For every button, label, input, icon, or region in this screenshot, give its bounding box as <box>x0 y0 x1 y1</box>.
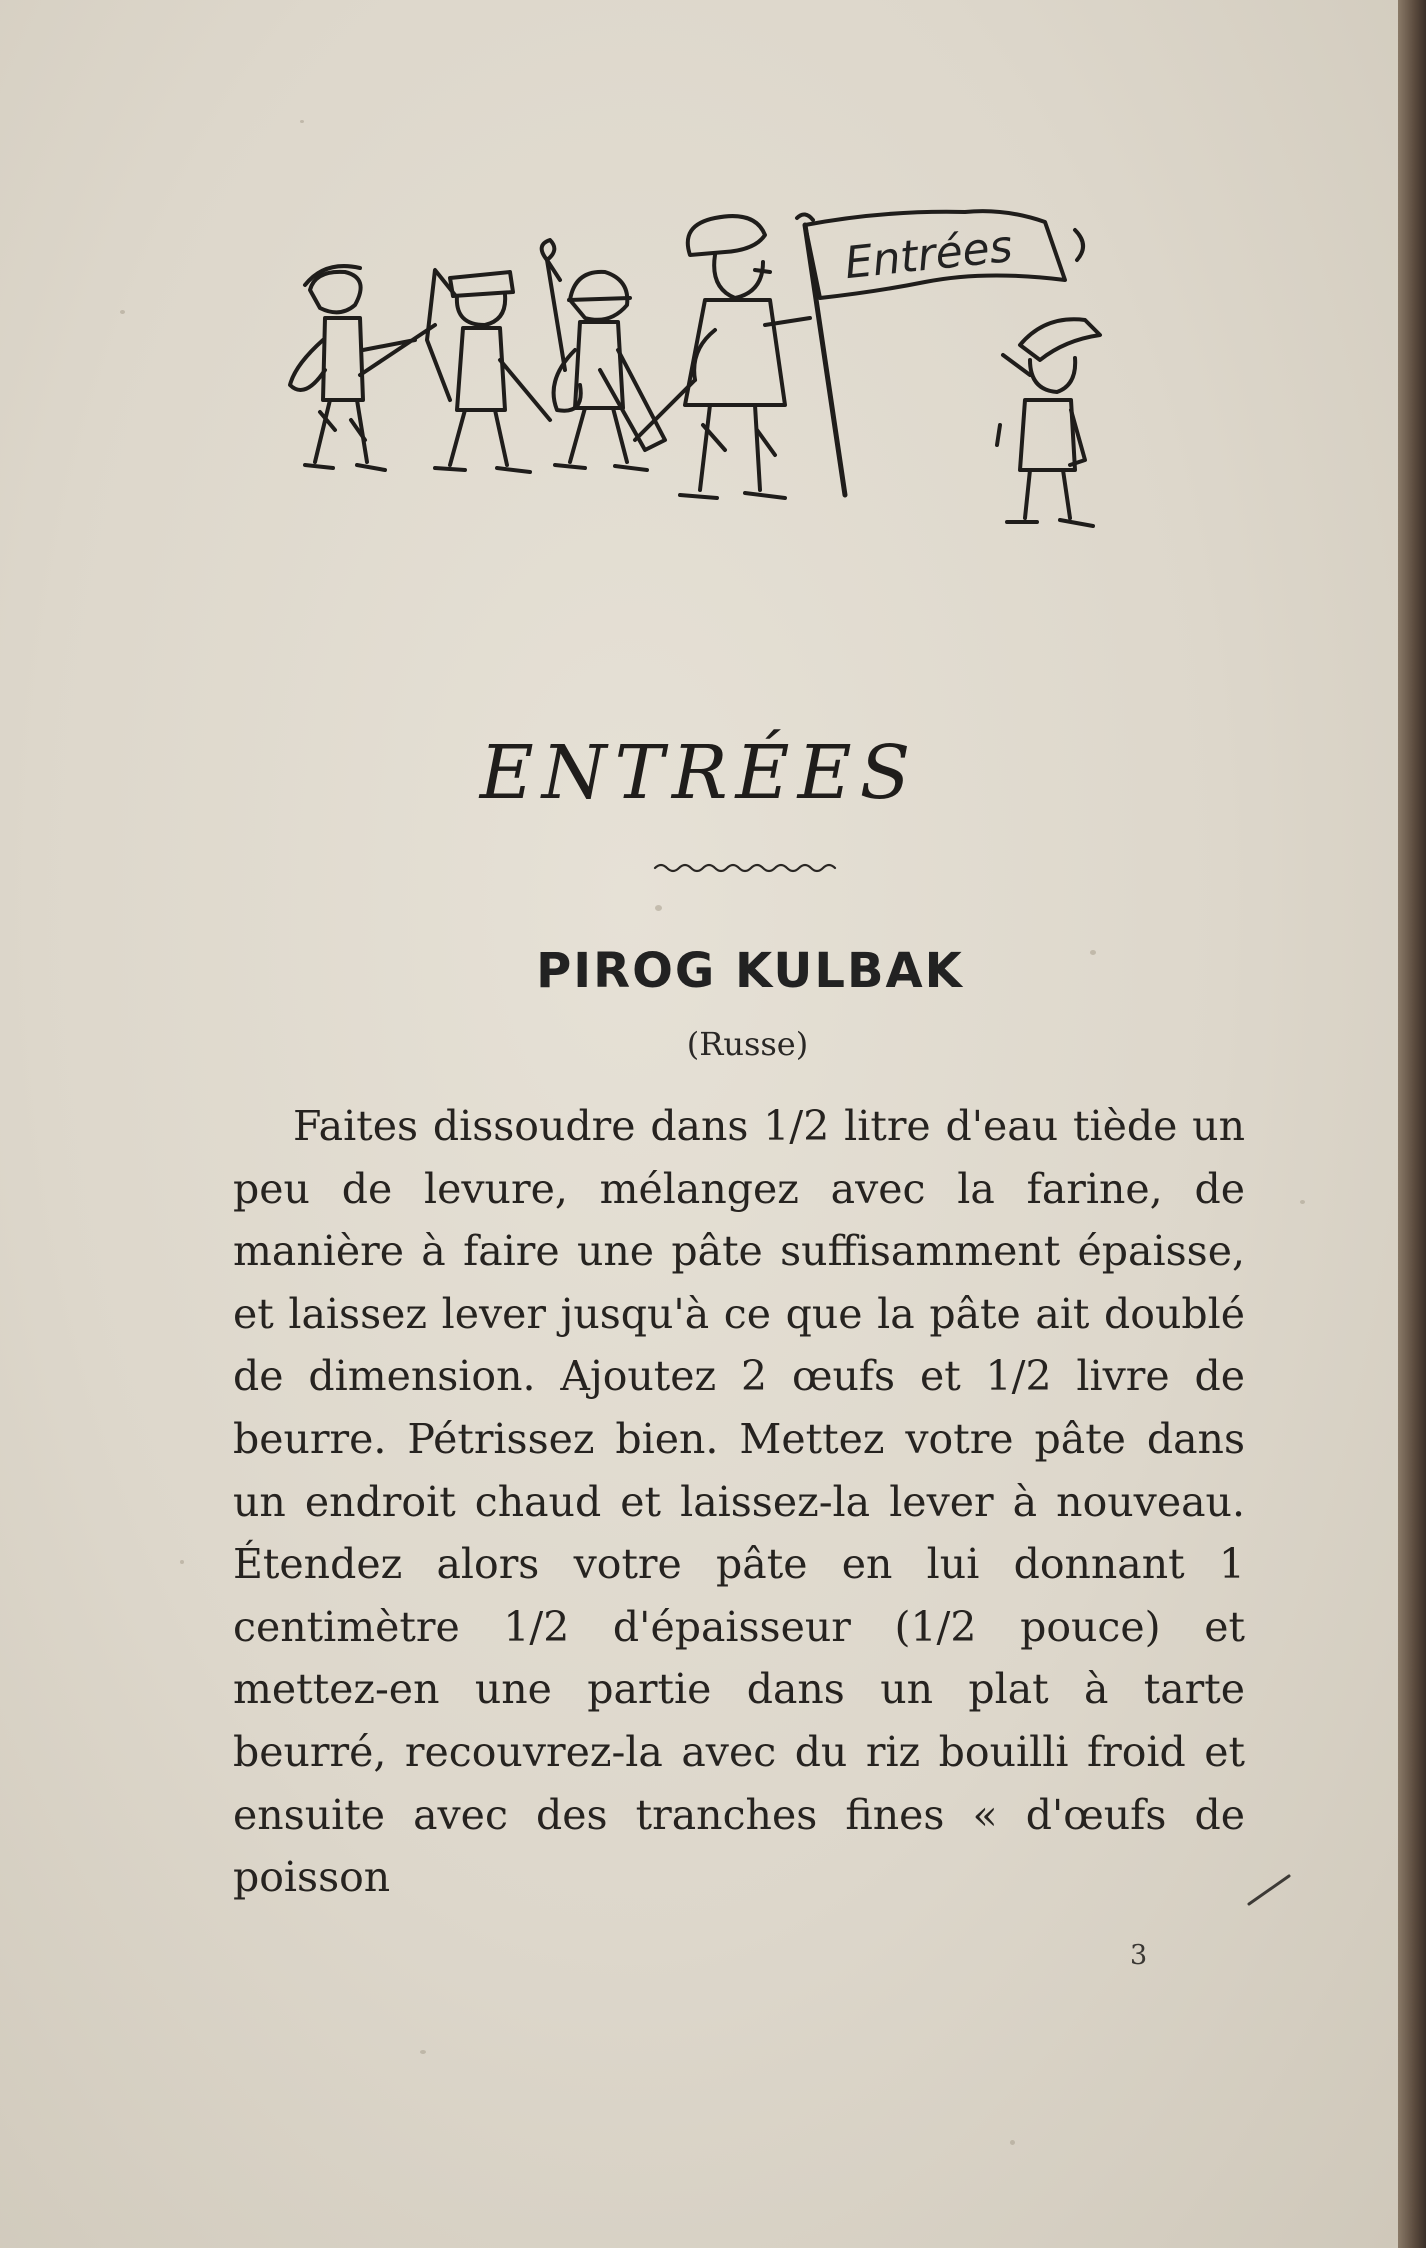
section-title: ENTRÉES <box>479 730 919 816</box>
recipe-title: PIROG KULBAK <box>536 943 964 999</box>
child-figure-3 <box>542 240 665 470</box>
paper-speck <box>180 1560 184 1564</box>
paper-speck <box>420 2050 426 2054</box>
paper-speck <box>300 120 304 123</box>
recipe-origin: (Russe) <box>686 1025 809 1063</box>
child-figure-5 <box>997 319 1100 526</box>
paper-speck <box>1300 1200 1305 1204</box>
page-edge-shadow <box>1398 0 1426 2248</box>
paper-speck <box>655 905 662 911</box>
recipe-instructions: Faites dissoudre dans 1/2 litre d'eau tiède un peu de levure, mélangez avec la farine, de manière à faire une pâte suffisamment épaisse, et laissez lever jusqu'à ce que la pâte ait doublé de dimension. Ajoutez 2 œufs et 1/2 livre de beurre. Pétrissez bien. Mettez votre pâte dans un endroit chaud et laissez-la lever à nouveau. Étendez alors votre pâte en lui donnant 1 centimètre 1/2 d'épaisseur (1/2 pouce) et mettez-en une partie dans un plat à tarte beurré, recouvrez-la avec du riz bouilli froid et ensuite avec des tranches fines « d'œufs de poisson <box>233 1102 1245 1902</box>
marching-children-illustration <box>285 200 1185 690</box>
paper-speck <box>120 310 125 314</box>
leader-figure-with-flag <box>635 211 1083 498</box>
page-number: 3 <box>1130 1940 1148 1971</box>
flag-text: Entrées <box>842 220 1015 290</box>
paper-speck <box>1010 2140 1015 2145</box>
decorative-squiggle-divider <box>652 858 838 878</box>
child-figure-1 <box>290 266 435 470</box>
pencil-mark <box>1245 1870 1293 1910</box>
child-figure-2 <box>427 270 550 472</box>
